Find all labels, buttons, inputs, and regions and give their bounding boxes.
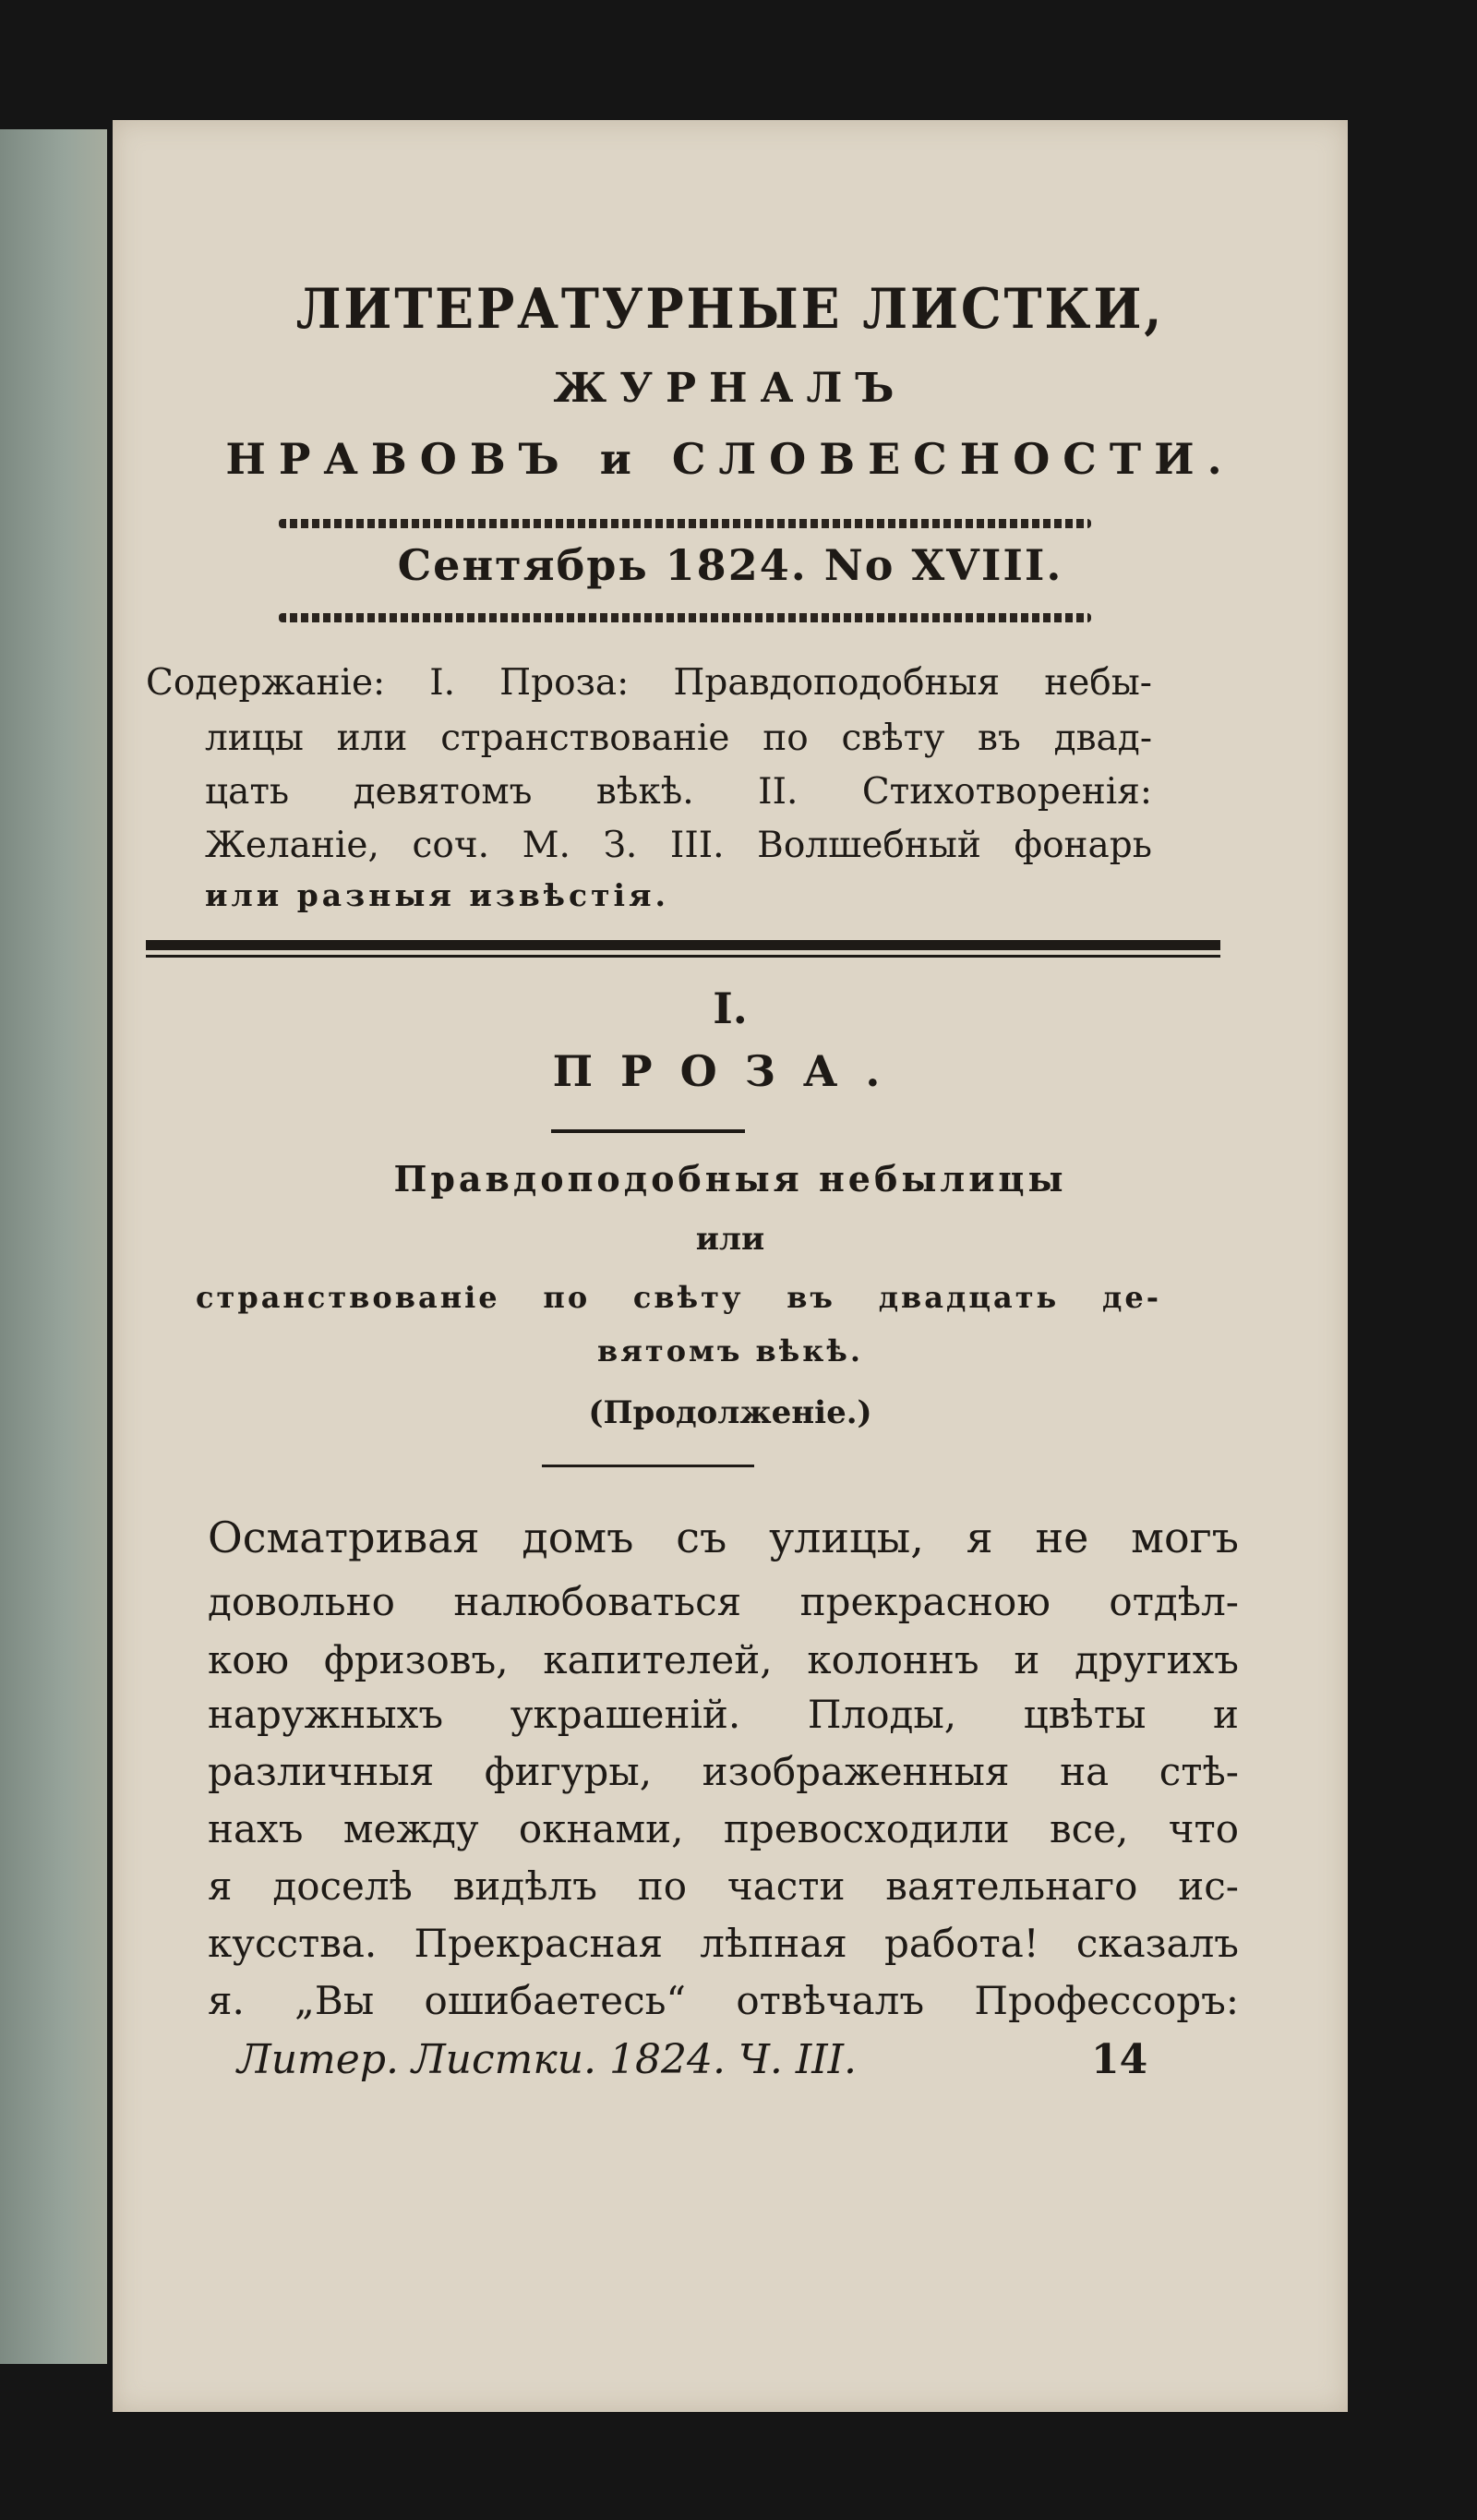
body-line: различныя фигуры, изображенныя на стѣ- <box>208 1749 1239 1794</box>
section-divider <box>146 955 1220 958</box>
sheet-number: 14 <box>1091 2036 1148 2083</box>
ornamental-rule <box>279 613 1091 622</box>
article-title: Правдоподобныя небылицы <box>393 1158 1067 1200</box>
masthead-subtitle-2: НРАВОВЪ и СЛОВЕСНОСТИ. <box>225 434 1235 484</box>
section-name: ПРОЗА. <box>552 1046 908 1096</box>
continued-note: (Продолженіе.) <box>588 1394 872 1431</box>
contents-line: лицы или странствованіе по свѣту въ двад- <box>205 717 1152 759</box>
section-number: I. <box>713 983 748 1033</box>
document-page <box>113 120 1348 2412</box>
article-subtitle-line: вятомъ вѣкѣ. <box>596 1333 863 1369</box>
body-line: наружныхъ украшеній. Плоды, цвѣты и <box>208 1692 1239 1737</box>
body-line: кою фризовъ, капителей, колоннъ и другихъ <box>208 1637 1239 1682</box>
adjacent-page-edge <box>0 129 107 2364</box>
contents-line: цать девятомъ вѣкѣ. II. Стихотворенія: <box>205 771 1152 813</box>
article-or: или <box>695 1221 765 1258</box>
contents-line: или разныя извѣстія. <box>205 877 669 913</box>
short-rule <box>542 1465 754 1467</box>
masthead-title: ЛИТЕРАТУРНЫЕ ЛИСТКИ, <box>295 277 1165 342</box>
contents-line: Желаніе, соч. М. З. III. Волшебный фонарь <box>205 825 1152 866</box>
body-line: нахъ между окнами, превосходили все, что <box>208 1806 1239 1851</box>
body-line: я доселѣ видѣлъ по части ваятельнаго ис- <box>208 1863 1239 1909</box>
contents-line: Содержаніе: I. Проза: Правдоподобныя небы- <box>146 662 1152 704</box>
signature-mark: Литер. Листки. 1824. Ч. III. <box>237 2036 858 2083</box>
masthead-subtitle-1: ЖУРНАЛЪ <box>553 365 907 412</box>
body-line: довольно налюбоваться прекрасною отдѣл- <box>208 1579 1239 1624</box>
body-line: кусства. Прекрасная лѣпная работа! сказалъ <box>208 1921 1239 1966</box>
section-divider <box>146 940 1220 950</box>
ornamental-rule <box>279 519 1091 528</box>
body-line: Осматривая домъ съ улицы, я не могъ <box>208 1513 1239 1562</box>
article-subtitle-line: странствованіе по свѣту въ двадцать де- <box>196 1280 1161 1315</box>
issue-line: Сентябрь 1824. No XVIII. <box>397 540 1063 590</box>
short-rule <box>551 1129 745 1133</box>
body-line: я. „Вы ошибаетесь“ отвѣчалъ Профессоръ: <box>208 1978 1239 2023</box>
